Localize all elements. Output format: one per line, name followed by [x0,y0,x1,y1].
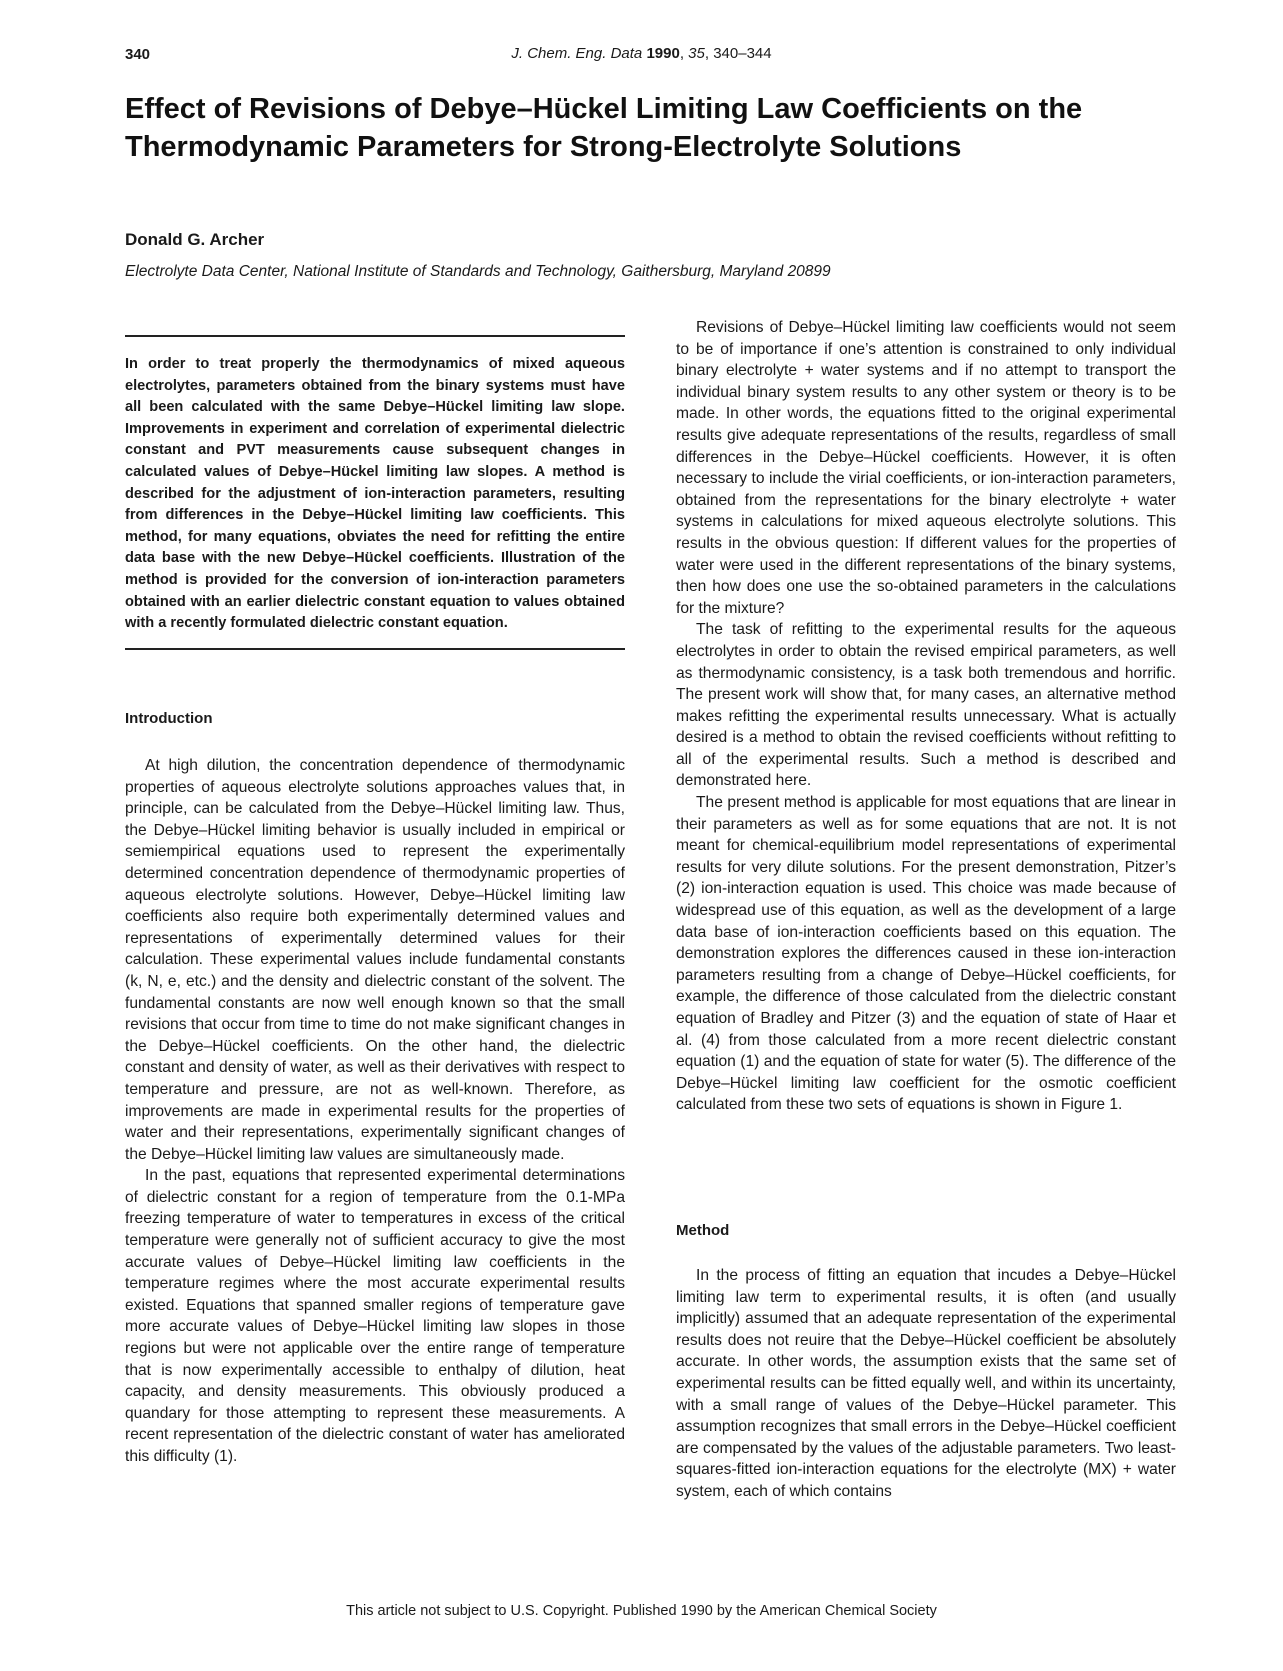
introduction-paragraph: In the past, equations that represented experimental determinations of dielectric constant for a region of temperature from the 0.1-MPa freezing temperature of water to temperatures in excess of the critical temperature were generally not of sufficient accuracy to give the most accurate values of Debye–Hückel limiting law coefficients in the temperature regimes where the most accurate experimental results existed. Equations that spanned smaller regions of temperature gave more accurate values of Debye–Hückel limiting law slopes in those regions but were not applicable over the entire range of temperature that is now experimentally accessible to enthalpy of dilution, heat capacity, and density measurements. This obviously produced a quandary for those attempting to represent these measurements. A recent representation of the dielectric constant of water has ameliorated this difficulty (1). [125,1167,625,1465]
body-paragraph: Revisions of Debye–Hückel limiting law coefficients would not seem to be of importance if one’s attention is constrained to only individual binary electrolyte + water systems and if no attempt to transport the individual binary system results to any other system or theory is to be made. In other words, the equations fitted to the original experimental results give adequate representations of the results, regardless of small differences in the Debye–Hückel coefficients. However, it is often necessary to include the virial coefficients, or ion-interaction parameters, obtained from the representations for the binary electrolyte + water systems in calculations for mixed aqueous electrolyte solutions. This results in the obvious question: If different values for the properties of water were used in the different representations of the binary systems, then how does one use the so-obtained parameters in the calculations for the mixture? [676,319,1176,617]
journal-volume: 35 [688,45,705,62]
abstract-text: In order to treat properly the thermodynamics of mixed aqueous electrolytes, parameters obtained from the binary systems must have all been calculated with the same Debye–Hückel limiting law slope. Improvements in experiment and correlation of experimental dielectric constant and PVT measurements cause subsequent changes in calculated values of Debye–Hückel limiting law slopes. A method is described for the adjustment of ion-interaction parameters, resulting from differences in the Debye–Hückel limiting law coefficients. This method, for many equations, obviates the need for refitting the entire data base with the new Debye–Hückel coefficients. Illustration of the method is provided for the conversion of ion-interaction parameters obtained with an earlier dielectric constant equation to values obtained with a recently formulated dielectric constant equation. [125,356,625,632]
journal-abbrev: J. Chem. Eng. Data [511,45,643,62]
author-name: Donald G. Archer [125,230,265,249]
page-number: 340 [125,46,151,63]
introduction-paragraph: At high dilution, the concentration dependence of thermodynamic properties of aqueous electrolyte solutions approaches values that, in principle, can be calculated from the Debye–Hückel limiting law. Thus, the Debye–Hückel limiting behavior is usually included in empirical or semiempirical equations used to represent the experimentally determined concentration dependence of thermodynamic properties of aqueous electrolyte solutions. However, Debye–Hückel limiting law coefficients also require both experimentally determined values and representations of experimentally determined values for their calculation. These experimental values include fundamental constants (k, N, e, etc.) and the density and dielectric constant of the solvent. The fundamental constants are now well enough known so that the small revisions that occur from time to time do not make significant changes in the Debye–Hückel coefficients. On the other hand, the dielectric constant and density of water, as well as their derivatives with respect to temperature and pressure, are not as well-known. Therefore, as improvements are made in experimental results for the properties of water and their representations, experimentally significant changes of the Debye–Hückel limiting law values are simultaneously made. [125,757,625,1163]
method-heading: Method [676,1222,730,1239]
journal-pages: 340–344 [713,45,772,62]
method-body [676,1265,1176,1503]
author-affiliation: Electrolyte Data Center, National Institute of Standards and Technology, Gaithersburg, Maryland 20899 [125,263,831,280]
body-paragraph: The present method is applicable for most equations that are linear in their parameters as well as for some equations that are not. It is not meant for chemical-equilibrium model representations of experimental results for very dilute solutions. For the present demonstration, Pitzer’s (2) ion-interaction equation is used. This choice was made because of widespread use of this equation, as well as the development of a large data base of ion-interaction coefficients based on this equation. The demonstration explores the differences caused in these ion-interaction parameters resulting from a change of Debye–Hückel coefficients, for example, the difference of those calculated from the dielectric constant equation of Bradley and Pitzer (3) and the equation of state of Haar et al. (4) from those calculated from a more recent dielectric constant equation (1) and the equation of state for water (5). The difference of the Debye–Hückel limiting law coefficient for the osmotic coefficient calculated from these two sets of equations is shown in Figure 1. [676,794,1176,1114]
abstract [125,335,625,650]
copyright-footer: This article not subject to U.S. Copyright. Published 1990 by the American Chemical Society [346,1603,937,1619]
journal-citation: J. Chem. Eng. Data 1990, 35, 340–344 [511,45,772,62]
introduction-body [125,755,625,1468]
right-column-body [676,317,1176,1116]
journal-year: 1990 [646,45,680,62]
introduction-heading: Introduction [125,710,213,727]
article-title: Effect of Revisions of Debye–Hückel Limiting Law Coefficients on the Thermodynamic Parameters for Strong-Electrolyte Solutions [125,93,1083,163]
body-paragraph: The task of refitting to the experimental results for the aqueous electrolytes in order to obtain the revised empirical parameters, as well as thermodynamic consistency, is a task both tremendous and horrific. The present work will show that, for many cases, an alternative method makes refitting the experimental results unnecessary. What is actually desired is a method to obtain the revised coefficients without refitting to all of the experimental results. Such a method is described and demonstrated here. [676,621,1176,790]
method-paragraph: In the process of fitting an equation that incudes a Debye–Hückel limiting law term to experimental results, it is often (and usually implicitly) assumed that an adequate representation of the experimental results does not reuire that the Debye–Hückel coefficient be absolutely accurate. In other words, the assumption exists that the same set of experimental results can be fitted equally well, and within its uncertainty, with a small range of values of the Debye–Hückel parameter. This assumption recognizes that small errors in the Debye–Hückel coefficient are compensated by the values of the adjustable parameters. Two least-squares-fitted ion-interaction equations for the electrolyte (MX) + water system, each of which contains [676,1267,1176,1500]
